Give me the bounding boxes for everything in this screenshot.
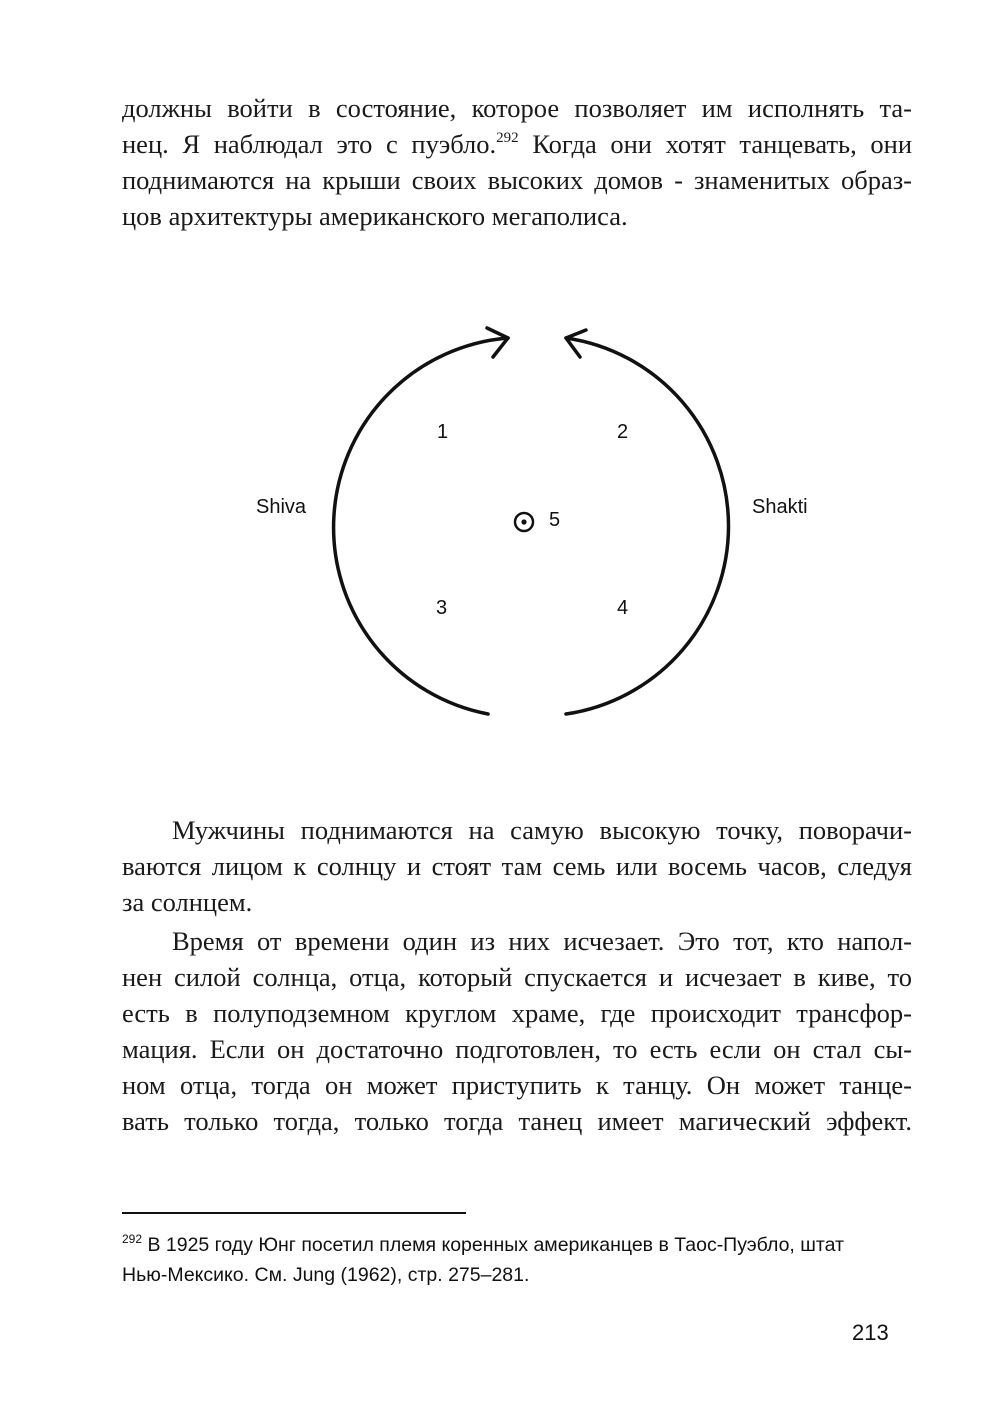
circled-dot-icon — [515, 513, 533, 531]
body-text-line: вать только тогда, только тогда танец имеет магический эффект. — [122, 1106, 912, 1136]
left-arc — [334, 338, 508, 714]
footnote-ref[interactable]: 292 — [496, 130, 519, 146]
footnote-divider — [122, 1212, 466, 1214]
body-text-line: Время от времени один из них исчезает. Это тот, кто напол- — [172, 926, 912, 956]
page-number: 213 — [852, 1320, 889, 1345]
quadrant-label-3: 3 — [436, 597, 448, 619]
arrow-head-left-arc-icon — [487, 328, 508, 357]
body-text-line: нен силой солнца, отца, который спускается и исчезает в киве, то — [122, 962, 912, 992]
footnote-text: В 1925 году Юнг посетил племя коренных американцев в Таос-Пуэбло, штат — [142, 1234, 844, 1256]
body-text-line: должны войти в состояние, которое позволяет им исполнять та- — [122, 93, 912, 123]
body-text-line: ном отца, тогда он может приступить к танцу. Он может танце- — [122, 1070, 912, 1100]
body-text-line: есть в полуподземном круглом храме, где происходит трансфор- — [122, 998, 912, 1028]
footnote-number: 292 — [122, 1232, 143, 1246]
quadrant-label-1: 1 — [437, 421, 449, 443]
body-text-line: мация. Если он достаточно подготовлен, то есть если он стал сы- — [122, 1034, 912, 1064]
quadrant-label-4: 4 — [617, 597, 629, 619]
right-arc — [566, 338, 729, 714]
shiva-label: Shiva — [256, 496, 307, 518]
body-text-fragment: Когда они хотят танцевать, они — [518, 129, 913, 159]
shakti-label: Shakti — [752, 496, 808, 518]
body-text-line: Мужчины поднимаются на самую высокую точку, поворачи- — [172, 815, 912, 845]
footnote-line: Нью-Мексико. См. Jung (1962), стр. 275–281. — [122, 1264, 530, 1286]
arrow-head-right-arc-icon — [566, 330, 586, 357]
body-text-line: цов архитектуры американского мегаполиса. — [122, 201, 628, 231]
body-text-line: за солнцем. — [122, 887, 253, 917]
body-text-line: поднимаются на крыши своих высоких домов - знаменитых образ- — [122, 165, 912, 195]
center-label-5: 5 — [549, 509, 561, 531]
body-text-fragment: нец. Я наблюдал это с пуэбло. — [122, 129, 497, 159]
quadrant-label-2: 2 — [617, 421, 629, 443]
body-text-line: ваются лицом к солнцу и стоят там семь или восемь часов, следуя — [122, 851, 912, 881]
footnote-line — [122, 1231, 844, 1259]
